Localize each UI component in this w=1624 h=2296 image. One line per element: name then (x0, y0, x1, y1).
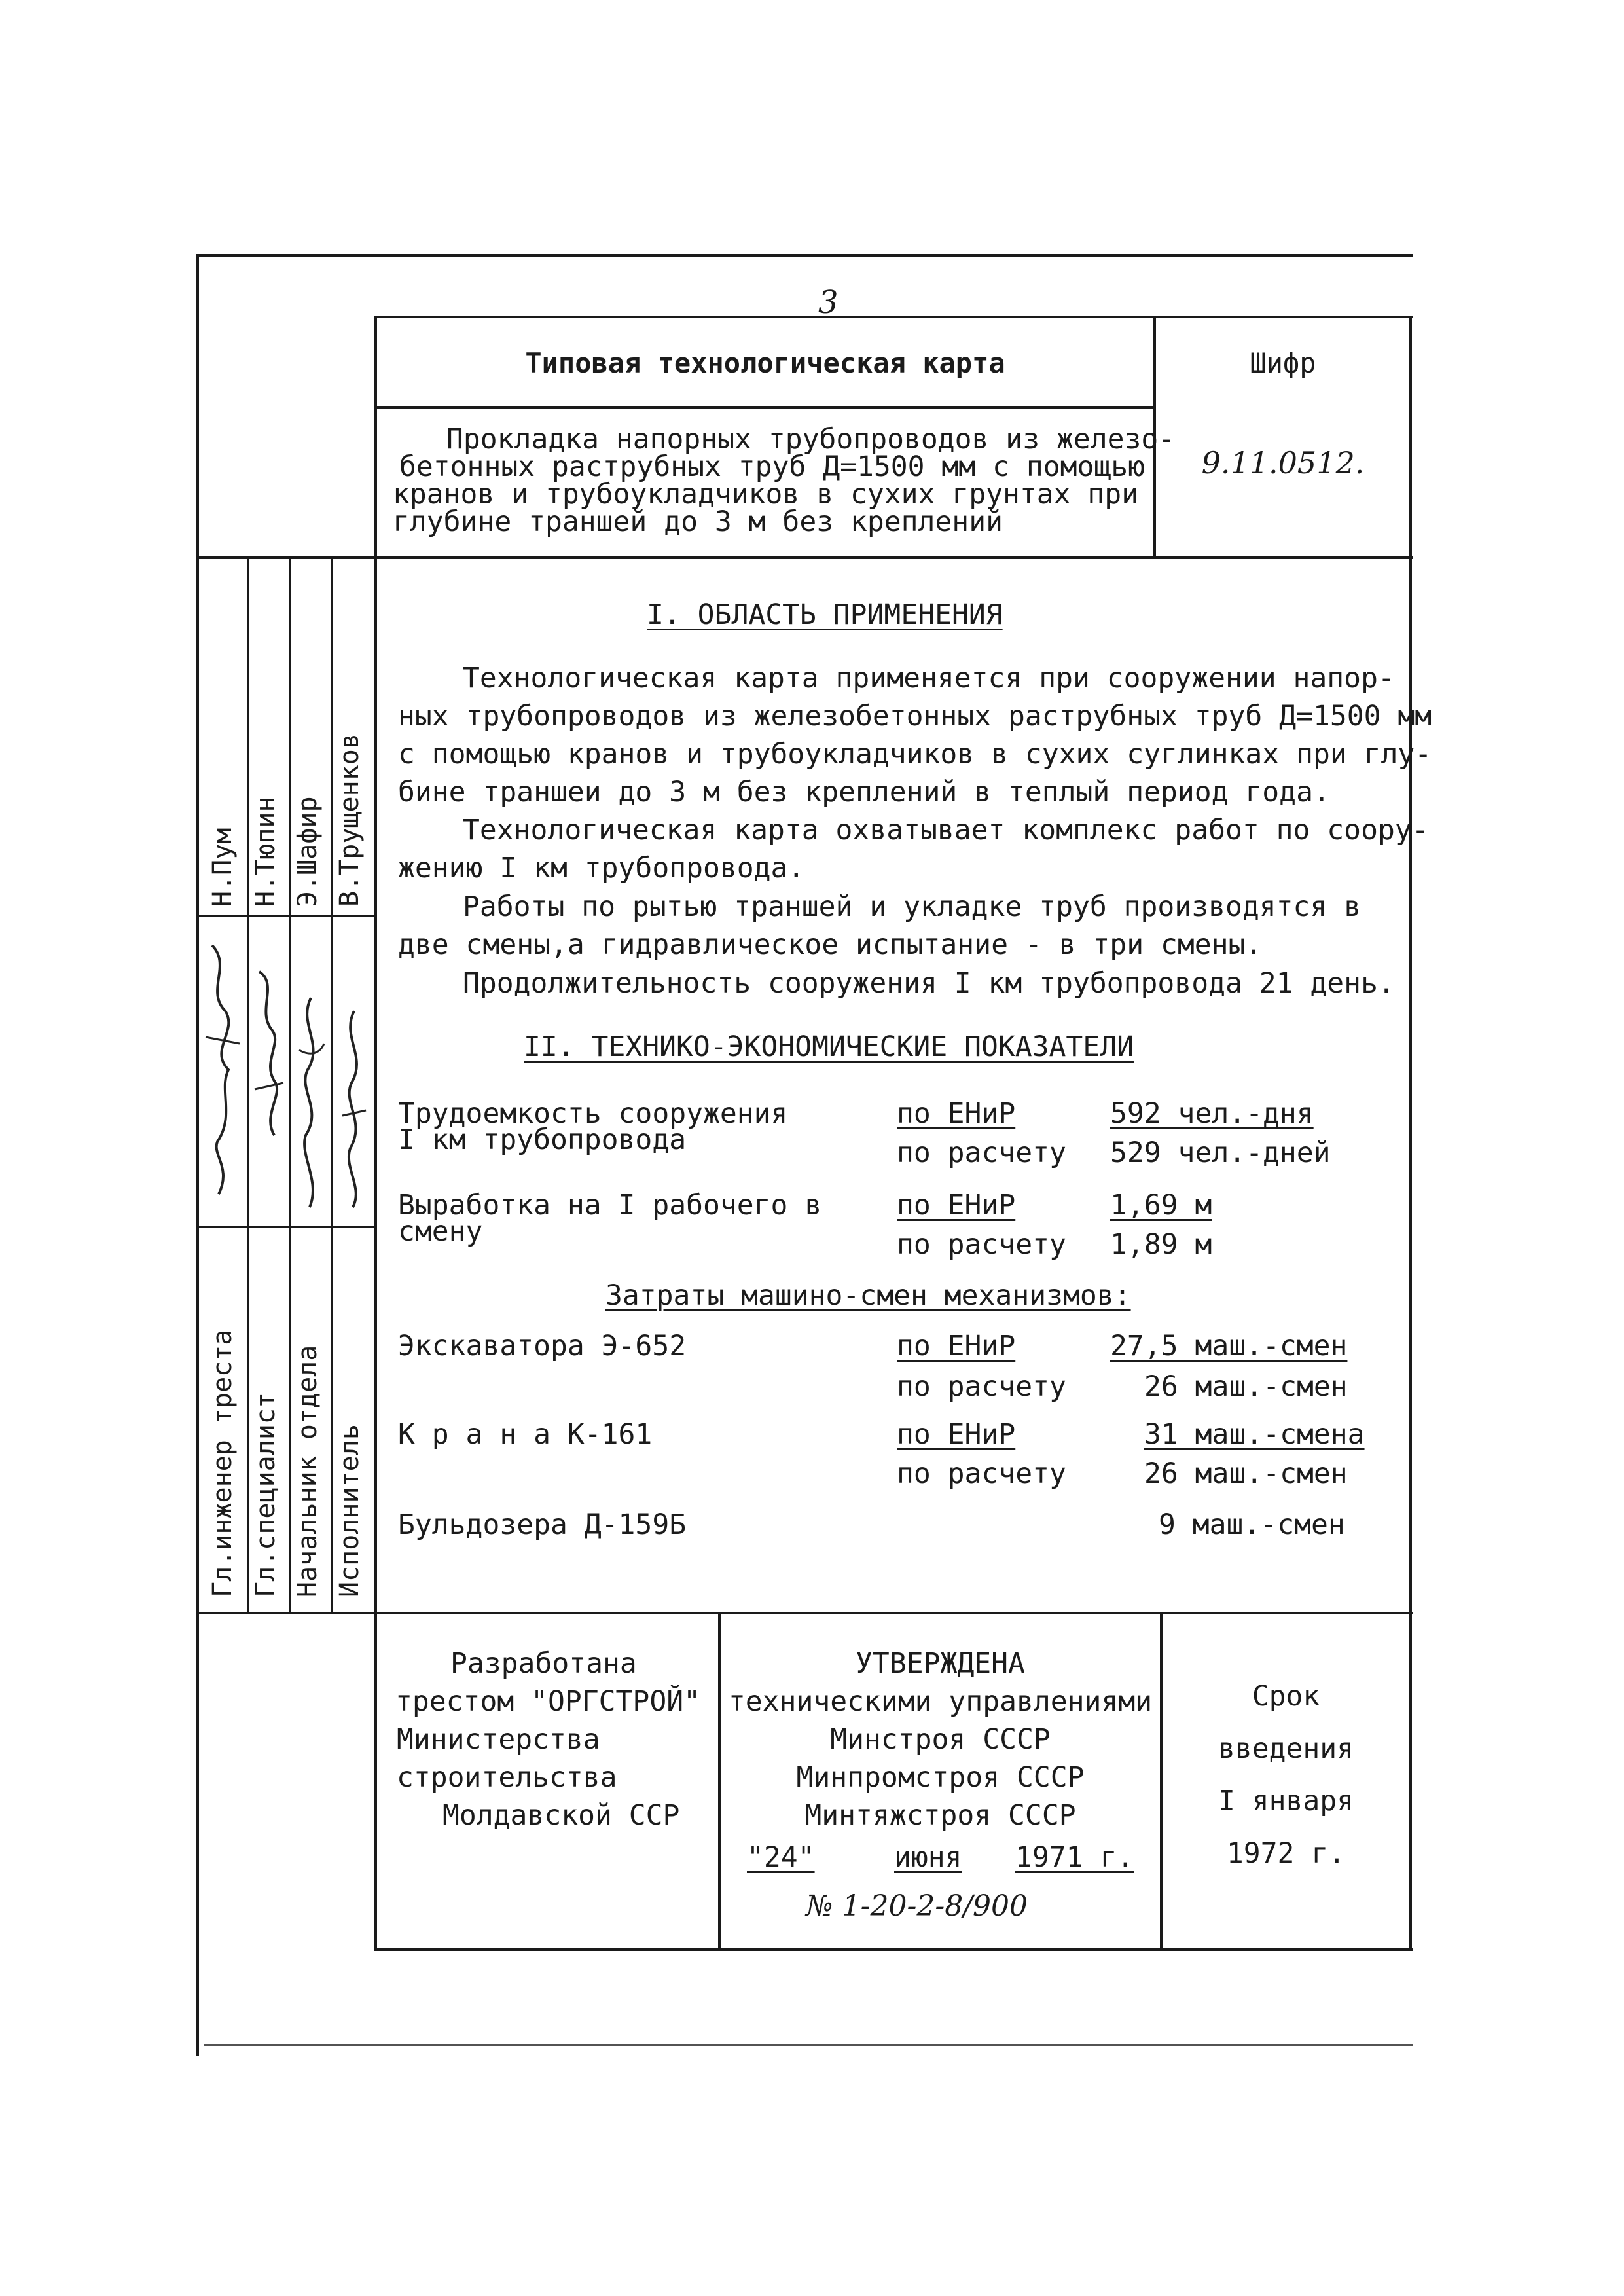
term-line: введения (1218, 1732, 1354, 1765)
content-right-border (1409, 316, 1412, 1622)
developed-line: строительства (397, 1761, 617, 1794)
subtitle-line: кранов и трубоукладчиков в сухих грунтах при (393, 478, 1139, 511)
section-1-line: Технологическая карта применяется при сооружении напор- (463, 662, 1395, 695)
subtitle-line: Прокладка напорных трубопроводов из железо- (446, 423, 1176, 456)
side-name-trushchenkov: В.Трущенков (334, 733, 365, 907)
output-value-enir: 1,69 м (1110, 1189, 1212, 1222)
output-value-calc: 1,89 м (1110, 1228, 1212, 1261)
excavator-basis-calc: по расчету (897, 1370, 1066, 1403)
output-label: смену (398, 1215, 483, 1248)
approved-line: Минтяжстроя СССР (804, 1799, 1076, 1832)
header-box-bottom (196, 556, 1413, 559)
excavator-basis-enir: по ЕНиР (897, 1330, 1016, 1362)
approved-line: Минстроя СССР (830, 1723, 1051, 1756)
header-title-divider (374, 406, 1155, 409)
approval-order-number: № 1-20-2-8/900 (806, 1889, 1028, 1923)
approval-date-day: "24" (747, 1841, 815, 1874)
term-line: 1972 г. (1226, 1837, 1346, 1870)
document-type-title: Типовая технологическая карта (525, 347, 1005, 379)
excavator-value-enir: 27,5 маш.-смен (1110, 1330, 1348, 1362)
bulldozer-label: Бульдозера Д-159Б (398, 1508, 687, 1541)
signature-shafir (291, 919, 331, 1224)
footer-box-bottom (374, 1948, 1413, 1951)
footer-col-divider-2 (1160, 1612, 1163, 1950)
section-1-line: Технологическая карта охватывает комплекс работ по соору- (463, 814, 1429, 847)
crane-value-calc: 26 маш.-смен (1144, 1457, 1348, 1490)
developed-line: Министерства (397, 1723, 600, 1756)
side-name-shafir: Э.Шафир (293, 796, 323, 907)
subtitle-line: глубине траншей до 3 м без креплений (393, 505, 1003, 538)
section-1-line: ных трубопроводов из железобетонных раструбных труб Д=1500 мм (398, 700, 1432, 733)
developed-line: Молдавской ССР (442, 1799, 680, 1832)
labor-basis-enir: по ЕНиР (897, 1097, 1016, 1130)
excavator-label: Экскаватора Э-652 (398, 1330, 687, 1362)
labor-value-calc: 529 чел.-дней (1110, 1137, 1331, 1169)
side-sign-divider (196, 1226, 377, 1228)
footer-left-border (374, 1612, 377, 1950)
signature-pum (199, 919, 247, 1224)
approval-date-month: июня (894, 1841, 962, 1874)
section-1-line: две смены,а гидравлическое испытание - в три смены. (398, 928, 1263, 961)
section-2-heading: II. ТЕХНИКО-ЭКОНОМИЧЕСКИЕ ПОКАЗАТЕЛИ (524, 1030, 1134, 1063)
page-number: 3 (818, 284, 839, 321)
side-name-pum: Н.Пум (208, 828, 238, 907)
section-1-line: жению I км трубопровода. (398, 852, 805, 884)
section-1-line: с помощью кранов и трубоукладчиков в сухих суглинках при глу- (398, 738, 1432, 771)
section-1-line: бине траншеи до 3 м без креплений в теплый период года. (398, 776, 1330, 809)
side-role-executor: Исполнитель (334, 1424, 365, 1597)
section-1-heading: I. ОБЛАСТЬ ПРИМЕНЕНИЯ (647, 598, 1003, 631)
output-basis-calc: по расчету (897, 1228, 1066, 1261)
crane-value-enir: 31 маш.-смена (1144, 1418, 1365, 1451)
signature-trushchenkov (333, 919, 374, 1224)
approved-line: УТВЕРЖДЕНА (856, 1647, 1025, 1680)
term-line: I января (1218, 1785, 1354, 1817)
side-role-department-head: Начальник отдела (293, 1345, 323, 1597)
output-basis-enir: по ЕНиР (897, 1189, 1016, 1222)
code-label: Шифр (1250, 347, 1316, 379)
side-names-divider (196, 915, 377, 917)
developed-line: трестом "ОРГСТРОЙ" (395, 1685, 700, 1718)
subtitle-line: бетонных раструбных труб Д=1500 мм с помощью (399, 450, 1146, 483)
crane-label: К р а н а К-161 (398, 1418, 653, 1451)
frame-top-border (196, 254, 1413, 257)
signature-tyupin (249, 919, 289, 1224)
footer-right-border (1409, 1612, 1412, 1950)
crane-basis-calc: по расчету (897, 1457, 1066, 1490)
content-left-border (374, 316, 377, 1622)
approval-date-year: 1971 г. (1015, 1841, 1134, 1874)
code-value: 9.11.0512. (1201, 445, 1365, 481)
frame-bottom-line (204, 2044, 1413, 2046)
approved-line: техническими управлениями (728, 1685, 1153, 1718)
developed-line: Разработана (450, 1647, 637, 1680)
section-1-line: Продолжительность сооружения I км трубопровода 21 день. (463, 967, 1395, 1000)
labor-value-enir: 592 чел.-дня (1110, 1097, 1314, 1130)
side-name-tyupin: Н.Тюпин (251, 796, 281, 907)
footer-box-top (196, 1612, 1413, 1614)
bulldozer-value: 9 маш.-смен (1159, 1508, 1345, 1541)
excavator-value-calc: 26 маш.-смен (1144, 1370, 1348, 1403)
labor-label: Трудоемкость сооружения (398, 1097, 788, 1130)
labor-basis-calc: по расчету (897, 1137, 1066, 1169)
output-label: Выработка на I рабочего в (398, 1189, 822, 1222)
header-box-top (374, 316, 1413, 318)
machine-costs-heading: Затраты машино-смен механизмов: (605, 1279, 1131, 1312)
side-role-chief-engineer: Гл.инженер треста (208, 1329, 238, 1597)
term-line: Срок (1252, 1680, 1320, 1713)
side-role-chief-specialist: Гл.специалист (251, 1392, 281, 1597)
crane-basis-enir: по ЕНиР (897, 1418, 1016, 1451)
section-1-line: Работы по рытью траншей и укладке труб производятся в (463, 890, 1362, 923)
approved-line: Минпромстроя СССР (796, 1761, 1085, 1794)
labor-label: I км трубопровода (398, 1123, 687, 1156)
